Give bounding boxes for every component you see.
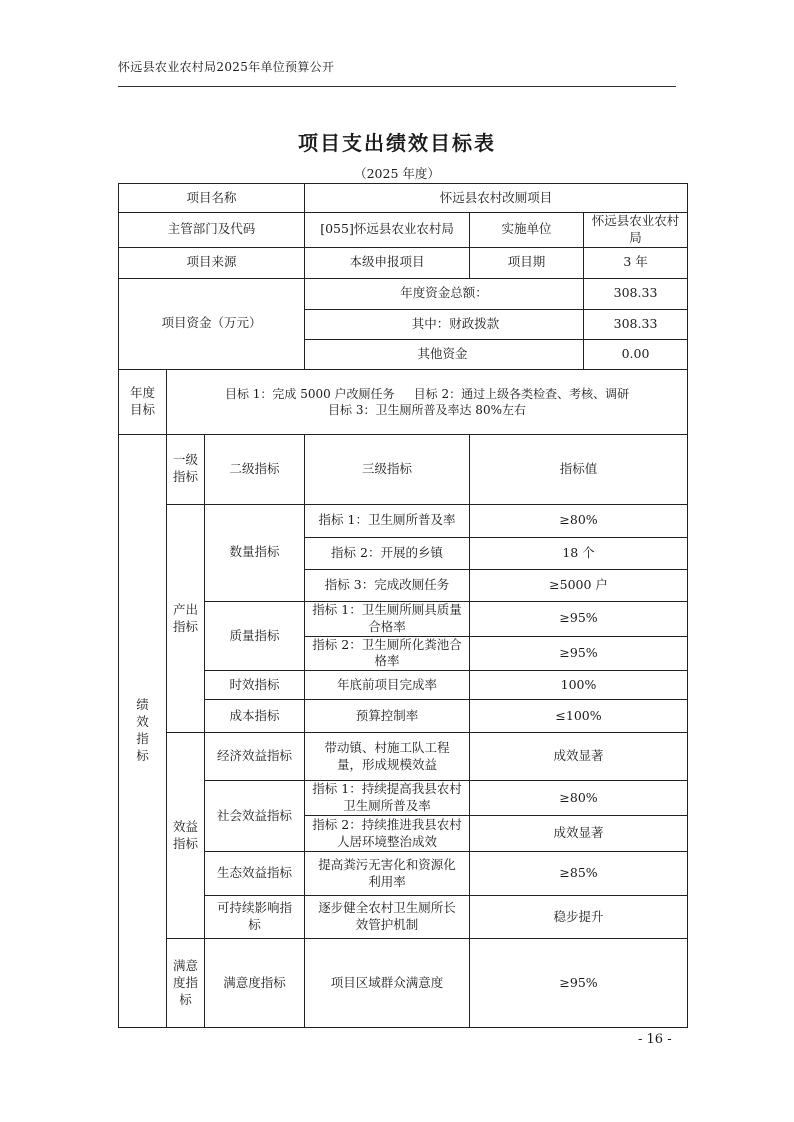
quality-item-2-name: 指标 2：卫生厕所化粪池合格率 — [305, 636, 470, 671]
social-label: 社会效益指标 — [205, 781, 305, 852]
funds-label: 项目资金（万元） — [119, 278, 305, 369]
table-row — [119, 700, 688, 733]
economic-value: 成效显著 — [470, 733, 688, 781]
annual-goal-content — [167, 369, 688, 434]
social-item-2-name: 指标 2：持续推进我县农村人居环境整治成效 — [305, 816, 470, 852]
funds-total-value: 308.33 — [584, 278, 688, 309]
period-label: 项目期 — [470, 247, 584, 278]
satisfaction-label: 满意度指标 — [167, 939, 205, 1028]
social-item-1-name: 指标 1：持续提高我县农村卫生厕所普及率 — [305, 781, 470, 816]
quantity-item-1-name: 指标 1：卫生厕所普及率 — [305, 504, 470, 537]
satisfaction-value: ≥95% — [470, 939, 688, 1028]
quantity-item-1-value: ≥80% — [470, 504, 688, 537]
year-label: （2025 年度） — [354, 166, 440, 181]
quality-item-1-value: ≥95% — [470, 601, 688, 636]
indicators-label: 绩效指标 — [119, 434, 167, 1028]
row-project-name — [119, 184, 688, 213]
funds-other-label: 其他资金 — [305, 339, 584, 369]
row-funds-total — [119, 278, 688, 309]
output-label: 产出指标 — [167, 504, 205, 733]
table-row — [119, 671, 688, 700]
row-source — [119, 247, 688, 278]
header-l1: 一级指标 — [167, 434, 205, 504]
social-item-1-value: ≥80% — [470, 781, 688, 816]
sustainable-label: 可持续影响指标 — [205, 896, 305, 939]
header-divider — [118, 86, 676, 87]
cost-name: 预算控制率 — [305, 700, 470, 733]
header-l3: 三级指标 — [305, 434, 470, 504]
header-value: 指标值 — [470, 434, 688, 504]
table-row — [119, 733, 688, 781]
satisfaction-l2: 满意度指标 — [205, 939, 305, 1028]
impl-value: 怀远县农业农村局 — [584, 213, 688, 248]
benefit-label: 效益指标 — [167, 733, 205, 939]
table-row — [119, 601, 688, 636]
ecological-name: 提高粪污无害化和资源化利用率 — [305, 852, 470, 896]
funds-other-value: 0.00 — [584, 339, 688, 369]
source-label: 项目来源 — [119, 247, 305, 278]
timeliness-value: 100% — [470, 671, 688, 700]
economic-label: 经济效益指标 — [205, 733, 305, 781]
quantity-item-2-name: 指标 2：开展的乡镇 — [305, 537, 470, 569]
funds-fiscal-label: 其中：财政拨款 — [305, 309, 584, 339]
quantity-item-3-name: 指标 3：完成改厕任务 — [305, 569, 470, 601]
project-name-label: 项目名称 — [119, 184, 305, 213]
table-row — [119, 896, 688, 939]
social-item-2-value: 成效显著 — [470, 816, 688, 852]
annual-goal-label: 年度目标 — [119, 369, 167, 434]
table-row — [119, 781, 688, 816]
table-row — [119, 504, 688, 537]
timeliness-name: 年底前项目完成率 — [305, 671, 470, 700]
table-row — [119, 939, 688, 1028]
cost-label: 成本指标 — [205, 700, 305, 733]
ecological-value: ≥85% — [470, 852, 688, 896]
ecological-label: 生态效益指标 — [205, 852, 305, 896]
project-name-value: 怀远县农村改厕项目 — [305, 184, 688, 213]
performance-table — [118, 183, 688, 1028]
satisfaction-name: 项目区域群众满意度 — [305, 939, 470, 1028]
page-header: 怀远县农业农村局2025年单位预算公开 — [118, 60, 335, 74]
annual-goal-line-2: 目标 3：卫生厕所普及率达 80%左右 — [328, 402, 526, 417]
row-department — [119, 213, 688, 248]
timeliness-label: 时效指标 — [205, 671, 305, 700]
page-title: 项目支出绩效目标表 — [298, 131, 496, 155]
funds-fiscal-value: 308.33 — [584, 309, 688, 339]
quality-item-2-value: ≥95% — [470, 636, 688, 671]
cost-value: ≤100% — [470, 700, 688, 733]
dept-label: 主管部门及代码 — [119, 213, 305, 248]
header-l2: 二级指标 — [205, 434, 305, 504]
row-annual-goal — [119, 369, 688, 434]
quantity-item-2-value: 18 个 — [470, 537, 688, 569]
table-row — [119, 852, 688, 896]
sustainable-name: 逐步健全农村卫生厕所长效管护机制 — [305, 896, 470, 939]
quantity-label: 数量指标 — [205, 504, 305, 601]
source-value: 本级申报项目 — [305, 247, 470, 278]
page-number: - 16 - — [638, 1032, 672, 1047]
dept-value: [055]怀远县农业农村局 — [305, 213, 470, 248]
quality-label: 质量指标 — [205, 601, 305, 671]
economic-name: 带动镇、村施工队工程量，形成规模效益 — [305, 733, 470, 781]
sustainable-value: 稳步提升 — [470, 896, 688, 939]
impl-label: 实施单位 — [470, 213, 584, 248]
quality-item-1-name: 指标 1：卫生厕所厕具质量合格率 — [305, 601, 470, 636]
annual-goal-line-1: 目标 1：完成 5000 户改厕任务 目标 2：通过上级各类检查、考核、调研 — [224, 386, 630, 401]
period-value: 3 年 — [584, 247, 688, 278]
row-indicator-headers — [119, 434, 688, 504]
quantity-item-3-value: ≥5000 户 — [470, 569, 688, 601]
funds-total-label: 年度资金总额： — [305, 278, 584, 309]
